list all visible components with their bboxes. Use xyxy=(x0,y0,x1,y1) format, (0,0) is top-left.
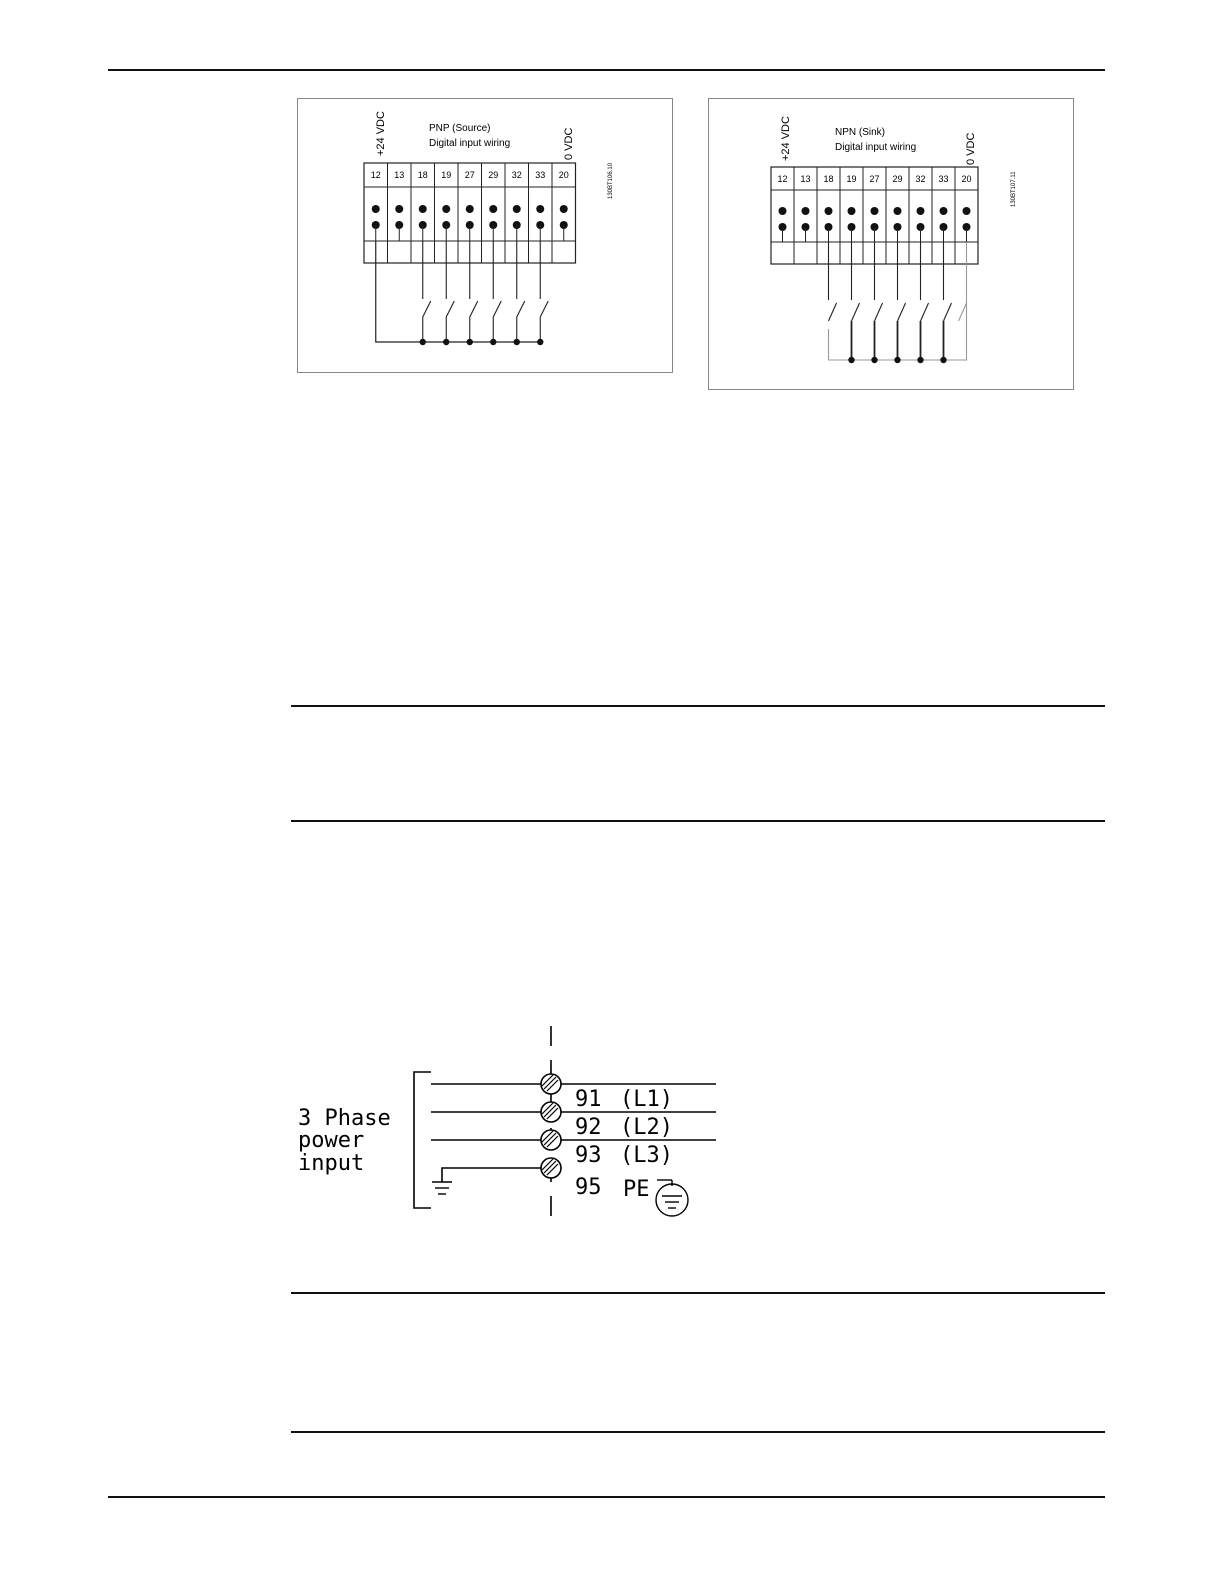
npn-figure-code: 130BT107.11 xyxy=(1011,171,1017,207)
npn-terminal-label: 29 xyxy=(892,174,903,184)
note-rule-2-bottom xyxy=(291,1431,1105,1433)
supply-bracket xyxy=(414,1072,431,1208)
pnp-wiring-diagram xyxy=(297,98,673,373)
npn-switch-icon xyxy=(852,303,860,321)
terminal-screw-95-icon xyxy=(541,1158,561,1178)
npn-terminal-dot xyxy=(894,207,902,215)
pnp-title: PNP (Source) xyxy=(429,123,491,134)
npn-junction-dot xyxy=(940,357,946,363)
ground-icon xyxy=(432,1182,452,1194)
pnp-junction-dot xyxy=(467,339,473,345)
npn-switch-icon xyxy=(829,303,837,321)
pnp-terminal-label: 32 xyxy=(511,170,522,180)
pnp-wiring-svg xyxy=(298,99,672,372)
npn-wiring-svg xyxy=(709,99,1073,389)
npn-terminal-label: 32 xyxy=(915,174,926,184)
npn-terminal-dot xyxy=(917,207,925,215)
note-rule-1-top xyxy=(291,705,1105,707)
pnp-terminal-label: 12 xyxy=(370,170,381,180)
pnp-switch-icon xyxy=(493,301,501,317)
pnp-switch-icon xyxy=(540,301,548,317)
power-label-line1: 3 Phase xyxy=(298,1106,391,1131)
protective-earth-icon xyxy=(656,1180,688,1216)
footer-rule xyxy=(108,1496,1105,1498)
power-label-line2: power xyxy=(298,1128,365,1153)
pnp-terminal-dot xyxy=(560,205,568,213)
pnp-terminal-dot xyxy=(395,205,403,213)
pnp-terminal-dot xyxy=(419,205,427,213)
npn-switch-icon xyxy=(921,303,929,321)
npn-switch-icon xyxy=(898,303,906,321)
npn-terminal-label: 18 xyxy=(823,174,834,184)
terminal-screw-91-icon xyxy=(541,1074,561,1094)
pnp-junction-dot xyxy=(537,339,543,345)
npn-right-supply-label: 0 VDC xyxy=(965,132,977,165)
npn-left-supply-label: +24 VDC xyxy=(780,116,792,161)
npn-title: NPN (Sink) xyxy=(835,127,886,138)
npn-junction-dot xyxy=(917,357,923,363)
pnp-terminal-label: 27 xyxy=(464,170,475,180)
npn-terminal-label: 13 xyxy=(800,174,811,184)
terminal-92-label: 92 xyxy=(575,1115,602,1140)
pnp-terminal-dot xyxy=(489,205,497,213)
pnp-junction-dot xyxy=(420,339,426,345)
phase-l2-label: (L2) xyxy=(620,1115,673,1140)
npn-terminal-dot xyxy=(802,207,810,215)
terminal-screw-93-icon xyxy=(541,1130,561,1150)
pnp-left-supply-label: +24 VDC xyxy=(375,111,387,156)
pnp-switch-icon xyxy=(423,301,431,317)
pnp-terminal-block xyxy=(364,163,576,345)
npn-terminal-dot xyxy=(825,207,833,215)
npn-terminal-dot xyxy=(940,207,948,215)
npn-terminal-dot xyxy=(848,207,856,215)
power-label-line3: input xyxy=(298,1151,365,1176)
pnp-subtitle: Digital input wiring xyxy=(429,138,511,149)
npn-terminal-block xyxy=(771,167,978,363)
note-rule-2-top xyxy=(291,1292,1105,1294)
npn-switch-icon xyxy=(959,303,967,321)
pnp-terminal-label: 19 xyxy=(441,170,452,180)
phase-l3-label: (L3) xyxy=(620,1143,673,1168)
pe-label: PE xyxy=(623,1177,650,1202)
pnp-terminal-label: 18 xyxy=(417,170,428,180)
pnp-junction-dot xyxy=(490,339,496,345)
npn-junction-dot xyxy=(894,357,900,363)
pnp-terminal-dot xyxy=(536,205,544,213)
pnp-terminal-dot xyxy=(372,205,380,213)
npn-terminal-label: 33 xyxy=(938,174,949,184)
npn-terminal-dot xyxy=(871,207,879,215)
pnp-terminal-dot xyxy=(442,205,450,213)
pnp-junction-dot xyxy=(514,339,520,345)
power-input-diagram xyxy=(290,1020,730,1235)
pnp-switch-icon xyxy=(517,301,525,317)
wire-pe xyxy=(442,1168,551,1182)
npn-wiring-diagram xyxy=(708,98,1074,390)
terminal-screw-92-icon xyxy=(541,1102,561,1122)
npn-terminal-label: 19 xyxy=(846,174,857,184)
npn-subtitle: Digital input wiring xyxy=(835,142,917,153)
terminal-95-label: 95 xyxy=(575,1175,602,1200)
npn-junction-dot xyxy=(848,357,854,363)
npn-terminal-label: 27 xyxy=(869,174,880,184)
phase-l1-label: (L1) xyxy=(620,1087,673,1112)
pnp-terminal-dot xyxy=(466,205,474,213)
npn-terminal-dot xyxy=(963,207,971,215)
npn-terminal-label: 12 xyxy=(777,174,788,184)
pnp-terminal-label: 33 xyxy=(535,170,546,180)
npn-switch-icon xyxy=(944,303,952,321)
terminal-93-label: 93 xyxy=(575,1143,602,1168)
note-rule-1-bottom xyxy=(291,820,1105,822)
pnp-terminal-label: 13 xyxy=(394,170,405,180)
npn-terminal-label: 20 xyxy=(961,174,972,184)
pnp-junction-dot xyxy=(443,339,449,345)
terminal-91-label: 91 xyxy=(575,1087,602,1112)
header-rule xyxy=(108,69,1105,71)
npn-switch-icon xyxy=(875,303,883,321)
pnp-figure-code: 130BT106.10 xyxy=(608,162,614,199)
pnp-terminal-label: 29 xyxy=(488,170,499,180)
npn-terminal-dot xyxy=(779,207,787,215)
pnp-switch-icon xyxy=(446,301,454,317)
pnp-right-supply-label: 0 VDC xyxy=(563,127,575,160)
npn-junction-dot xyxy=(871,357,877,363)
pnp-terminal-dot xyxy=(513,205,521,213)
pnp-terminal-label: 20 xyxy=(558,170,569,180)
pnp-switch-icon xyxy=(470,301,478,317)
